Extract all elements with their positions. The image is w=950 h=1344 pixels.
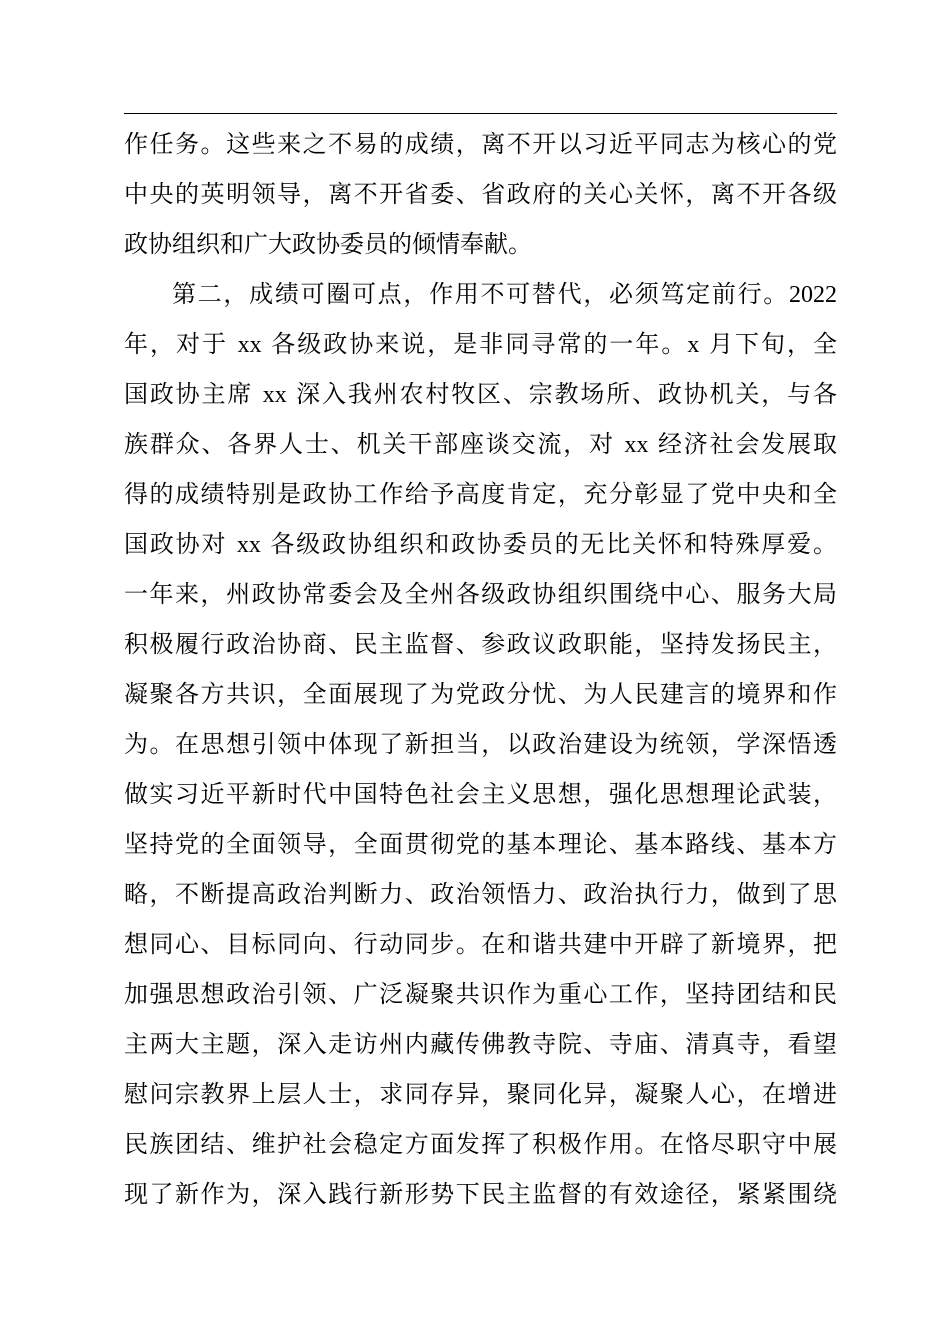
text-line: 做实习近平新时代中国特色社会主义思想，强化思想理论武装， bbox=[124, 780, 837, 808]
text-line: 主两大主题，深入走访州内藏传佛教寺院、寺庙、清真寺，看望 bbox=[124, 1030, 837, 1058]
text-line: 族群众、各界人士、机关干部座谈交流，对 xx 经济社会发展取 bbox=[124, 430, 837, 458]
text-line: 为。在思想引领中体现了新担当，以政治建设为统领，学深悟透 bbox=[124, 730, 837, 758]
text-line: 第二，成绩可圈可点，作用不可替代，必须笃定前行。2022 bbox=[172, 280, 837, 308]
text-line: 积极履行政治协商、民主监督、参政议政职能，坚持发扬民主， bbox=[124, 630, 837, 658]
text-line: 中央的英明领导，离不开省委、省政府的关心关怀，离不开各级 bbox=[124, 180, 837, 208]
text-line: 民族团结、维护社会稳定方面发挥了积极作用。在恪尽职守中展 bbox=[124, 1130, 837, 1158]
text-line: 政协组织和广大政协委员的倾情奉献。 bbox=[124, 230, 532, 258]
text-line: 一年来，州政协常委会及全州各级政协组织围绕中心、服务大局 bbox=[124, 580, 837, 608]
text-line: 凝聚各方共识，全面展现了为党政分忧、为人民建言的境界和作 bbox=[124, 680, 837, 708]
text-line: 得的成绩特别是政协工作给予高度肯定，充分彰显了党中央和全 bbox=[124, 480, 837, 508]
text-line: 作任务。这些来之不易的成绩，离不开以习近平同志为核心的党 bbox=[124, 130, 837, 158]
text-line: 想同心、目标同向、行动同步。在和谐共建中开辟了新境界，把 bbox=[124, 930, 837, 958]
text-line: 国政协主席 xx 深入我州农村牧区、宗教场所、政协机关，与各 bbox=[124, 380, 837, 408]
text-line: 略，不断提高政治判断力、政治领悟力、政治执行力，做到了思 bbox=[124, 880, 837, 908]
text-line: 坚持党的全面领导，全面贯彻党的基本理论、基本路线、基本方 bbox=[124, 830, 837, 858]
text-line: 年，对于 xx 各级政协来说，是非同寻常的一年。x 月下旬，全 bbox=[124, 330, 837, 358]
text-line: 加强思想政治引领、广泛凝聚共识作为重心工作，坚持团结和民 bbox=[124, 980, 837, 1008]
text-line: 慰问宗教界上层人士，求同存异，聚同化异，凝聚人心，在增进 bbox=[124, 1080, 837, 1108]
text-line: 国政协对 xx 各级政协组织和政协委员的无比关怀和特殊厚爱。 bbox=[124, 530, 837, 558]
header-rule bbox=[124, 113, 837, 114]
text-line: 现了新作为，深入践行新形势下民主监督的有效途径，紧紧围绕 bbox=[124, 1180, 837, 1208]
